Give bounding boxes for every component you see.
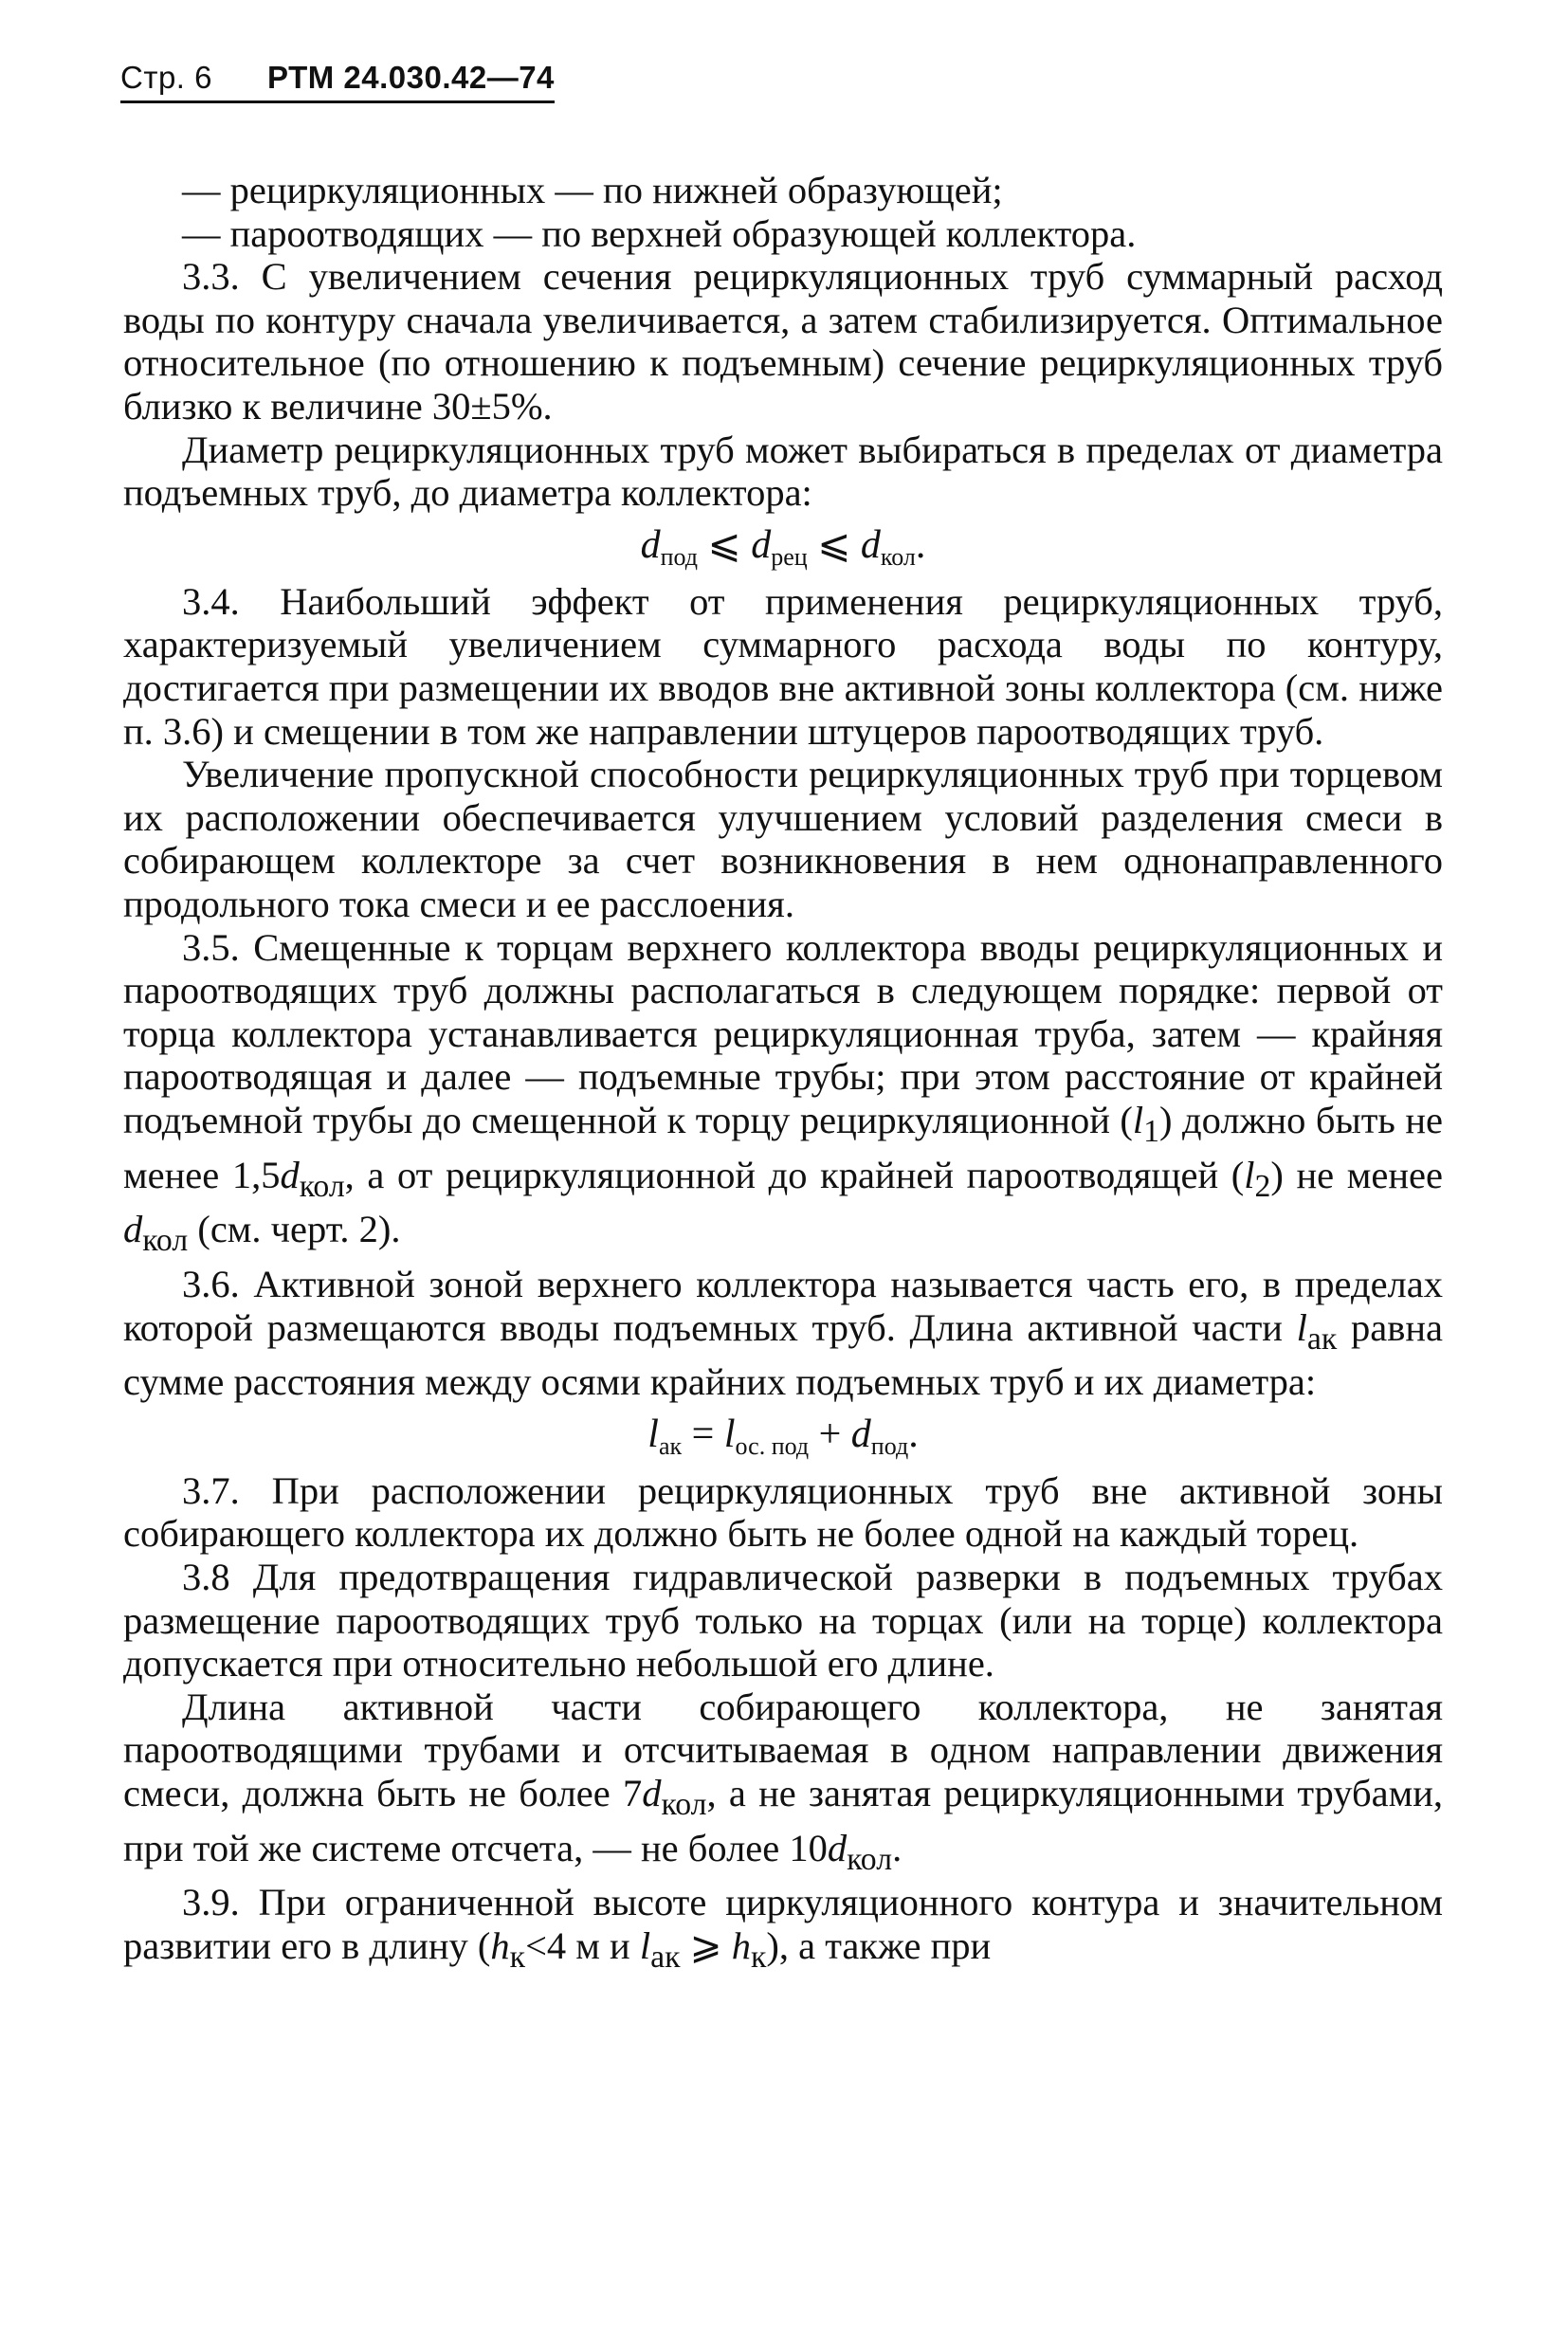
paragraph-3-4-capacity: Увеличение пропускной способности рециркуляционных труб при торцевом их расположении обеспечивается улучшением условий разделения смеси в собирающем коллекторе за счет возникновения в нем однонаправленного продольного тока смеси и ее расслоения. — [123, 753, 1443, 925]
paragraph-3-6: 3.6. Активной зоной верхнего коллектора называется часть его, в пределах которой размещаются вводы подъемных труб. Длина активной части $l_{ак}$ равна сумме расстояния между осями крайних подъемных труб и их диаметра: — [123, 1262, 1443, 1404]
formula-active-length: $l_{ак} = l_{ос. под} + d_{под}$. — [647, 1412, 919, 1460]
list-item-recirculation: — рециркуляционных — по нижней образующей; — [182, 169, 1003, 211]
paragraph-3-3-diameter: Диаметр рециркуляционных труб может выбираться в пределах от диаметра подъемных труб, до диаметра коллектора: — [123, 428, 1443, 515]
document-code: РТМ 24.030.42—74 — [267, 60, 555, 95]
page-header — [120, 59, 555, 103]
paragraph-3-5: 3.5. Смещенные к торцам верхнего коллектора вводы рециркуляционных и пароотводящих труб должны располагаться в следующем порядке: первой от торца коллектора устанавливается рециркуляционная труба, затем — крайняя пароотводящая и далее — подъемные трубы; при этом расстояние от крайней подъемной трубы до смещенной к торцу рециркуляционной $(l_1)$ должно быть не менее $1,5d_{кол}$, а от рециркуляционной до крайней пароотводящей $(l_2)$ не менее $d_{кол}$ (см. черт. 2). — [123, 925, 1443, 1259]
formula-diameter-range: $d_{под}$ ⩽ $d_{рец}$ ⩽ $d_{кол}$. — [640, 522, 926, 571]
paragraph-3-4: 3.4. Наибольший эффект от применения рециркуляционных труб, характеризуемый увеличением суммарного расхода воды по контуру, достигается при размещении их вводов вне активной зоны коллектора (см. ниже п. 3.6) и смещении в том же направлении штуцеров пароотводящих труб. — [123, 579, 1443, 753]
paragraph-3-8: 3.8 Для предотвращения гидравлической разверки в подъемных трубах размещение пароотводящих труб только на торцах (или на торце) коллектора допускается при относительно небольшой его длине. — [123, 1556, 1443, 1686]
paragraph-3-9: 3.9. При ограниченной высоте циркуляционного контура и значительном развитии его в длину ($h_к<4$ м и $l_{ак}$ ⩾ $h_к$), а также при — [123, 1881, 1443, 1976]
page-number: Стр. 6 — [120, 60, 212, 95]
paragraph-3-8-length: Длина активной части собирающего коллектора, не занятая пароотводящими трубами и отсчитываемая в одном направлении движения смеси, должна быть не более $7d_{кол}$, а не занятая рециркуляционными трубами, при той же системе отсчета, — не более $10d_{кол}$. — [123, 1685, 1443, 1877]
paragraph-3-3: 3.3. С увеличением сечения рециркуляционных труб суммарный расход воды по контуру сначала увеличивается, а затем стабилизируется. Оптимальное относительное (по отношению к подъемным) сечение рециркуляционных труб близко к величине 30±5%. — [123, 255, 1443, 428]
list-item-steam-outlet: — пароотводящих — по верхней образующей коллектора. — [182, 211, 1137, 255]
document-body — [123, 169, 1443, 1979]
paragraph-3-7: 3.7. При расположении рециркуляционных труб вне активной зоны собирающего коллектора их должно быть не более одной на каждый торец. — [123, 1468, 1443, 1556]
